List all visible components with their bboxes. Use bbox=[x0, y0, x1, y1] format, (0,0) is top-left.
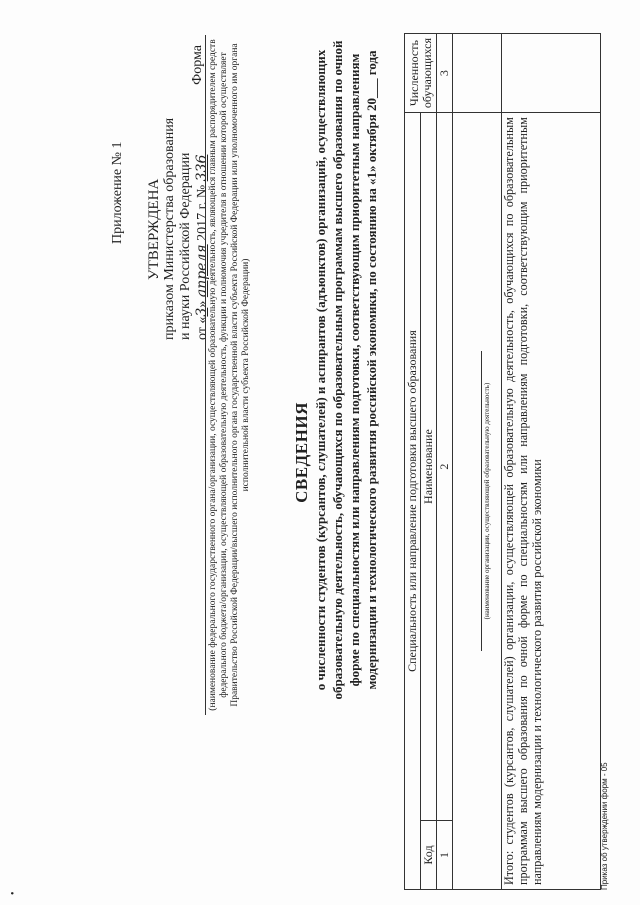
org-caption: (наименование федерального государственного органа/организации, осуществляющей образовательную деятельность, являющейся главным распорядителем средств федерального бюджета/организации, осуществляющей образовательную деятельность, функции и полномочия учредителя в отношении которой осуществляет Правительство Российской Федерации/высшего исполнительного органа государственной власти субъекта Российской Федерации или уполномоченного им органа исполнительной власти субъекта Российской Федерации) bbox=[205, 35, 252, 715]
footer-note: Приказ об утверждении форм - 05 bbox=[600, 762, 609, 890]
scan-mark: • bbox=[8, 891, 19, 895]
col-count-header: Численность обучающихся bbox=[405, 34, 437, 113]
document-subtitle: о численности студентов (курсантов, слушателей) и аспирантов (адъюнктов) организаций, осуществляющих образовательную деятельность, обучающихся по образовательным программам высшего образования по очной форме по специальностям или направлениям подготовки, соответствующим приоритетным направлениям модернизации и технологического развития российской экономики, по состоянию на «1» октября 20___ года bbox=[313, 40, 379, 700]
date-month: апреля bbox=[194, 244, 210, 298]
col-name-number: 2 bbox=[437, 113, 453, 821]
appendix-label: Приложение № 1 bbox=[110, 141, 125, 244]
data-table bbox=[404, 33, 601, 890]
form-label: Форма bbox=[190, 45, 205, 85]
col-count-number: 3 bbox=[437, 34, 453, 113]
total-row-label: Итого: студентов (курсантов, слушателей) организации, осуществляющей образовательную деятельность, обучающихся по образовательным программам высшего образования по очной форме по специальностям или направлениям подготовки, соответствующим приоритетным направлениям модернизации и технологического развития российской экономики bbox=[502, 113, 601, 890]
approval-header bbox=[110, 40, 211, 340]
group-header: Специальность или направление подготовки высшего образования bbox=[405, 113, 421, 890]
approved-label: УТВЕРЖДЕНА bbox=[146, 178, 162, 280]
date-day: 3 bbox=[194, 307, 210, 317]
order-line-2: и науки Российской Федерации bbox=[178, 152, 193, 340]
document-title: СВЕДЕНИЯ bbox=[292, 402, 311, 503]
order-line-1: приказом Министерства образования bbox=[162, 117, 177, 340]
col-code-number: 1 bbox=[437, 821, 453, 890]
col-name-header: Наименование bbox=[421, 113, 437, 821]
date-prefix: от « bbox=[195, 316, 210, 340]
col-code-header: Код bbox=[421, 821, 437, 890]
date-year: 2017 г. № bbox=[195, 184, 210, 241]
org-count-cell bbox=[453, 34, 502, 113]
total-count-cell bbox=[502, 34, 601, 113]
org-name-cell bbox=[453, 113, 502, 890]
order-number: 336 bbox=[194, 154, 210, 182]
org-name-caption: (наименование организации, осуществляющей образовательную деятельность) bbox=[481, 351, 491, 651]
date-mid: » bbox=[195, 300, 210, 308]
